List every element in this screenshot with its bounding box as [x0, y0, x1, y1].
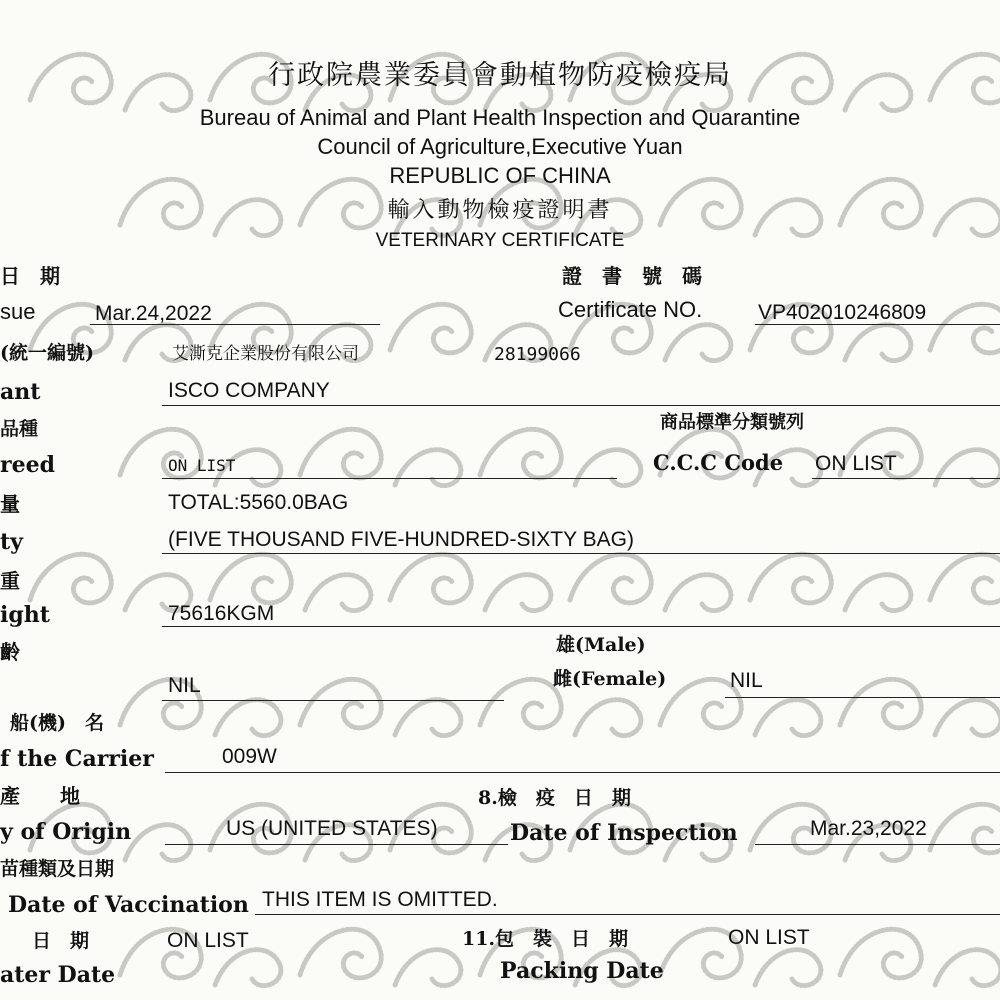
vaccination-line: [255, 914, 1000, 915]
ccc-label: C.C.C Code: [653, 450, 784, 475]
date-issue-label-cn: 日 期: [0, 264, 60, 288]
scroll-ornament: [300, 929, 461, 985]
council-name: Council of Agriculture,Executive Yuan: [317, 134, 683, 159]
scroll-ornament: [570, 554, 731, 610]
scroll-ornament: [300, 679, 461, 735]
age-label-cn: 齡: [0, 640, 20, 664]
ccc-label-cn: 商品標準分類號列: [660, 412, 804, 433]
carrier-label-cn: 船(機) 名: [10, 712, 104, 734]
scroll-ornament: [930, 554, 1000, 610]
date-issue-label: sue: [0, 299, 36, 324]
scroll-ornament: [840, 679, 1000, 735]
quantity-value: TOTAL:5560.0BAG: [168, 491, 349, 514]
cert-no-label-cn: 證 書 號 碼: [562, 264, 702, 288]
weight-line: [162, 626, 1000, 627]
scroll-ornament: [930, 304, 1000, 360]
quantity-label: ty: [0, 529, 23, 555]
slaughter-value: ON LIST: [167, 929, 249, 952]
breed-label: reed: [0, 452, 55, 478]
applicant-line: [162, 405, 1000, 406]
scroll-ornament: [30, 554, 191, 610]
vaccination-label-cn: 苗種類及日期: [0, 858, 115, 880]
breed-value: ON LIST: [168, 456, 236, 475]
weight-label-cn: 重: [0, 569, 20, 593]
sex-female-label: 雌(Female): [553, 668, 667, 690]
quantity-in-words: (FIVE THOUSAND FIVE-HUNDRED-SIXTY BAG): [168, 528, 634, 551]
date-issue-value: Mar.24,2022: [95, 302, 212, 325]
inspection-line: [755, 844, 1000, 845]
inspection-value: Mar.23,2022: [810, 817, 927, 840]
quantity-line: [162, 553, 1000, 554]
weight-value: 75616KGM: [168, 602, 275, 625]
slaughter-label-cn: 日 期: [32, 930, 90, 952]
cert-no-label: Certificate NO.: [558, 297, 703, 322]
importer-id-label: (統一編號): [0, 342, 94, 364]
sex-line: [725, 697, 1000, 698]
origin-value: US (UNITED STATES): [226, 817, 438, 840]
cert-no-line: [755, 324, 1000, 325]
age-line: [162, 700, 504, 701]
carrier-value: 009W: [222, 745, 277, 768]
inspection-label-cn: 8.檢 疫 日 期: [478, 787, 631, 809]
age-value: NIL: [168, 674, 201, 697]
date-issue-line: [90, 324, 380, 325]
inspection-label: Date of Inspection: [510, 820, 738, 846]
packing-label: Packing Date: [500, 958, 664, 984]
scroll-ornament: [930, 804, 1000, 860]
breed-label-cn: 品種: [0, 418, 39, 440]
agency-name-english: Bureau of Animal and Plant Health Inspection and Quarantine: [199, 105, 801, 130]
vaccination-label: Date of Vaccination: [8, 892, 249, 918]
certificate-title-english: VETERINARY CERTIFICATE: [375, 230, 625, 251]
slaughter-label: ater Date: [0, 962, 116, 988]
scroll-ornament: [390, 554, 551, 610]
scroll-ornament: [840, 929, 1000, 985]
sex-male-label: 雄(Male): [556, 634, 646, 656]
quantity-label-cn: 量: [0, 492, 20, 516]
weight-label: ight: [0, 602, 50, 628]
sex-value: NIL: [730, 669, 763, 692]
packing-value: ON LIST: [728, 926, 810, 949]
agency-name-chinese: 行政院農業委員會動植物防疫檢疫局: [268, 60, 732, 91]
applicant-value: ISCO COMPANY: [168, 379, 330, 402]
packing-label-cn: 11.包 裝 日 期: [462, 928, 629, 950]
country-name: REPUBLIC OF CHINA: [389, 163, 611, 188]
origin-label: y of Origin: [0, 819, 132, 845]
scroll-ornament: [750, 554, 911, 610]
ccc-value: ON LIST: [815, 452, 897, 475]
origin-line: [165, 844, 508, 845]
origin-label-cn: 產 地: [0, 784, 80, 808]
importer-id-number: 28199066: [494, 344, 581, 365]
applicant-label: ant: [0, 379, 41, 405]
breed-line: [162, 478, 617, 479]
certificate-title-chinese: 輸入動物檢疫證明書: [387, 198, 613, 223]
vaccination-value: THIS ITEM IS OMITTED.: [262, 888, 498, 911]
carrier-label: f the Carrier: [0, 746, 154, 772]
ccc-line: [812, 478, 1000, 479]
importer-name-cn: 艾澌克企業股份有限公司: [172, 344, 359, 364]
carrier-line: [165, 772, 1000, 773]
cert-no-value: VP402010246809: [758, 301, 927, 324]
